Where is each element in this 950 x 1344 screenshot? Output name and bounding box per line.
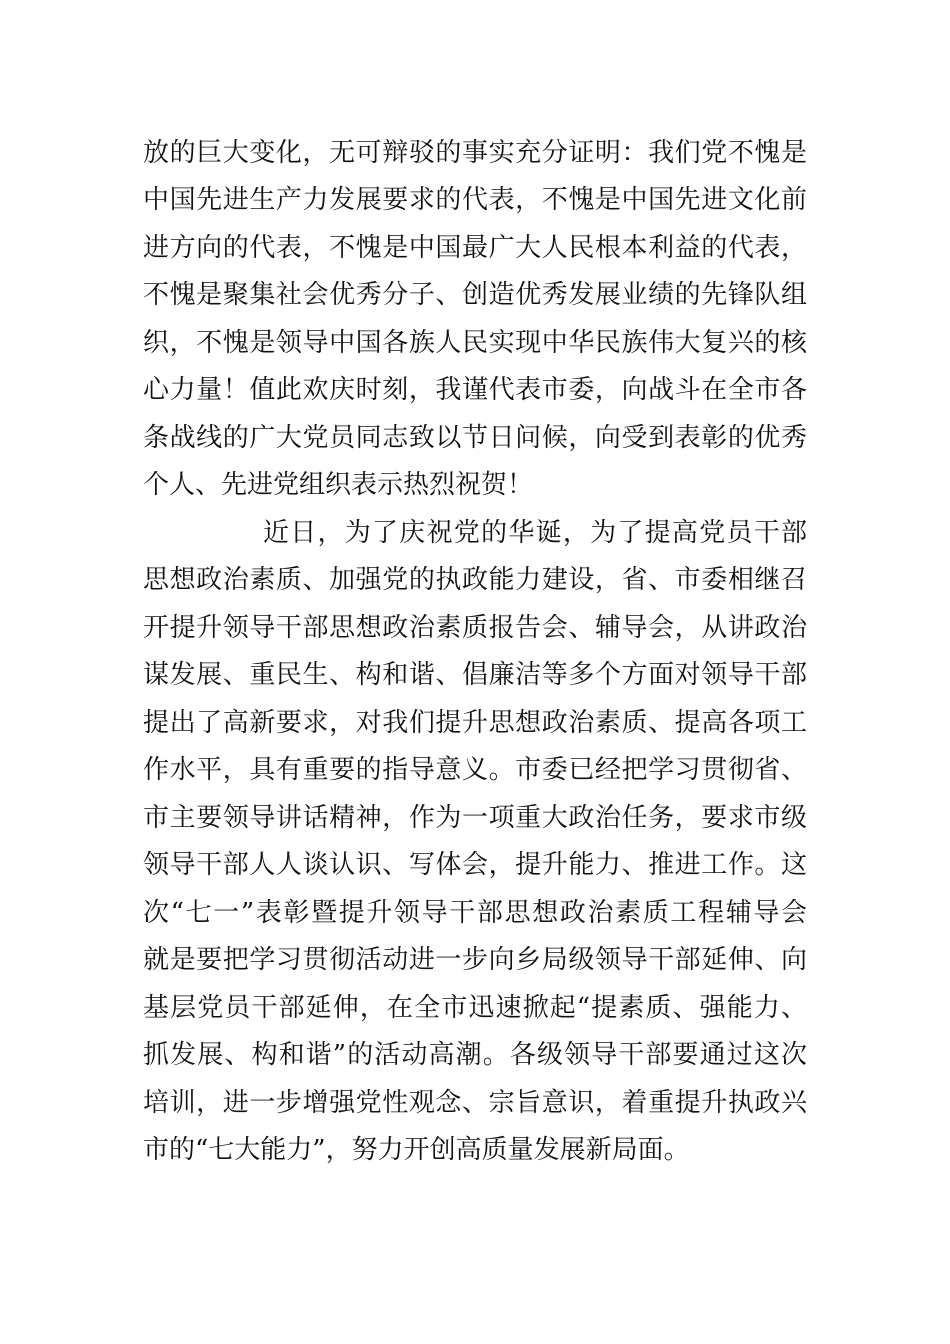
paragraph-2-line-7: 市主要领导讲话精神，作为一项重大政治任务，要求市级 xyxy=(143,803,807,833)
paragraph-2-line-8: 领导干部人人谈认识、写体会，提升能力、推进工作。这 xyxy=(143,850,807,880)
paragraph-1-line-4: 不愧是聚集社会优秀分子、创造优秀发展业绩的先锋队组 xyxy=(143,280,807,310)
paragraph-2-line-10: 就是要把学习贯彻活动进一步向乡局级领导干部延伸、向 xyxy=(143,945,807,975)
paragraph-2-line-9: 次“七一”表彰暨提升领导干部思想政治素质工程辅导会 xyxy=(143,898,807,928)
paragraph-2-line-1: 近日，为了庆祝党的华诞，为了提高党员干部 xyxy=(263,518,807,548)
paragraph-2-line-11: 基层党员干部延伸，在全市迅速掀起“提素质、强能力、 xyxy=(143,993,807,1023)
paragraph-2-line-2: 思想政治素质、加强党的执政能力建设，省、市委相继召 xyxy=(143,565,807,595)
paragraph-1-line-7: 条战线的广大党员同志致以节日问候，向受到表彰的优秀 xyxy=(143,423,807,453)
paragraph-1-line-6: 心力量！值此欢庆时刻，我谨代表市委，向战斗在全市各 xyxy=(143,375,807,405)
paragraph-2-line-12: 抓发展、构和谐”的活动高潮。各级领导干部要通过这次 xyxy=(143,1040,807,1070)
paragraph-2-line-5: 提出了高新要求，对我们提升思想政治素质、提高各项工 xyxy=(143,708,807,738)
paragraph-2-line-4: 谋发展、重民生、构和谐、倡廉洁等多个方面对领导干部 xyxy=(143,660,807,690)
paragraph-1-line-1: 放的巨大变化，无可辩驳的事实充分证明：我们党不愧是 xyxy=(143,138,807,168)
paragraph-2-line-6: 作水平，具有重要的指导意义。市委已经把学习贯彻省、 xyxy=(143,755,807,785)
paragraph-1-line-3: 进方向的代表，不愧是中国最广大人民根本利益的代表， xyxy=(143,233,807,263)
paragraph-2-line-3: 开提升领导干部思想政治素质报告会、辅导会，从讲政治 xyxy=(143,613,807,643)
paragraph-1-line-5: 织，不愧是领导中国各族人民实现中华民族伟大复兴的核 xyxy=(143,328,807,358)
paragraph-2-line-14: 市的“七大能力”，努力开创高质量发展新局面。 xyxy=(143,1135,690,1165)
paragraph-1-line-2: 中国先进生产力发展要求的代表，不愧是中国先进文化前 xyxy=(143,185,807,215)
paragraph-1-line-8: 个人、先进党组织表示热烈祝贺！ xyxy=(143,470,534,500)
paragraph-2-line-13: 培训，进一步增强党性观念、宗旨意识，着重提升执政兴 xyxy=(143,1088,807,1118)
